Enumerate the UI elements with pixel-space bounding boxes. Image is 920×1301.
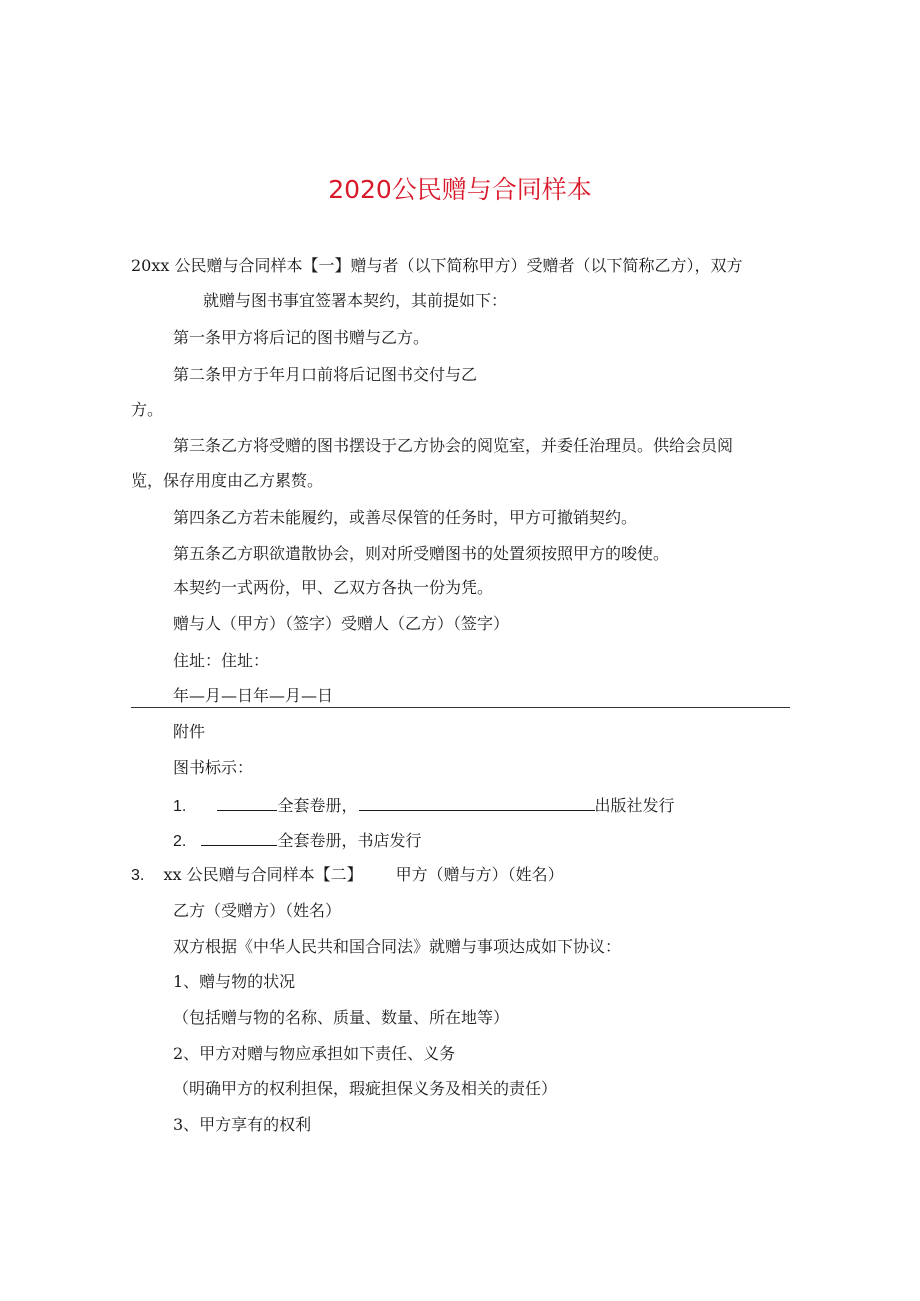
item-2-volumes-blank xyxy=(201,829,277,846)
article-2-line-2: 方。 xyxy=(131,400,164,419)
clause-1: 1、赠与物的状况 xyxy=(173,972,296,991)
article-5: 第五条乙方职欲遣散协会，则对所受赠图书的处置须按照甲方的唆使。 xyxy=(173,544,670,563)
article-3-line-1: 第三条乙方将受赠的图书摆设于乙方协会的阅览室，并委任治理员。供给会员阅 xyxy=(173,436,734,455)
article-3-line-2: 览，保存用度由乙方累赘。 xyxy=(131,471,324,490)
book-item-1 xyxy=(173,794,675,817)
intro-line-1: 20xx 公民赠与合同样本【一】赠与者（以下简称甲方）受赠者（以下简称乙方），双方 xyxy=(131,256,743,275)
book-item-2 xyxy=(173,829,421,852)
item-1-number: 1. xyxy=(173,798,187,815)
clause-1-note: （包括赠与物的名称、质量、数量、所在地等） xyxy=(173,1008,510,1027)
horizontal-divider xyxy=(131,707,790,708)
basis-line: 双方根据《中华人民共和国合同法》就赠与事项达成如下协议： xyxy=(173,937,622,956)
item-1-publisher-blank xyxy=(359,794,595,811)
signature-line: 赠与人（甲方）（签字）受赠人（乙方）（签字） xyxy=(173,614,510,633)
item-3-number: 3. xyxy=(131,867,145,884)
clause-3: 3、甲方享有的权利 xyxy=(173,1115,312,1134)
article-4: 第四条乙方若未能履约，或善尽保管的任务时，甲方可撤销契约。 xyxy=(173,508,638,527)
document-title: 2020公民赠与合同样本 xyxy=(328,175,592,204)
item-1-volumes-blank xyxy=(217,794,277,811)
intro-line-2: 就赠与图书事宜签署本契约，其前提如下： xyxy=(203,291,508,310)
section-2-title: xx 公民赠与合同样本【二】 xyxy=(163,865,363,884)
copies-clause: 本契约一式两份，甲、乙双方各执一份为凭。 xyxy=(173,578,494,597)
date-line: 年—月—日年—月—日 xyxy=(173,686,334,705)
item-2-text: 全套卷册，书店发行 xyxy=(277,831,422,850)
clause-2-note: （明确甲方的权利担保，瑕疵担保义务及相关的责任） xyxy=(173,1079,558,1098)
party-b-line: 乙方（受赠方）（姓名） xyxy=(173,901,342,920)
section-2-heading xyxy=(131,865,564,886)
item-1-text-a: 全套卷册， xyxy=(277,796,358,815)
clause-2: 2、甲方对赠与物应承担如下责任、义务 xyxy=(173,1044,456,1063)
article-1: 第一条甲方将后记的图书赠与乙方。 xyxy=(173,328,430,347)
item-2-number: 2. xyxy=(173,833,187,850)
party-a-line: 甲方（赠与方）（姓名） xyxy=(395,865,564,884)
item-1-text-b: 出版社发行 xyxy=(594,796,675,815)
book-mark-heading: 图书标示： xyxy=(173,758,254,777)
annex-heading: 附件 xyxy=(173,722,206,741)
article-2-line-1: 第二条甲方于年月口前将后记图书交付与乙 xyxy=(173,365,478,384)
address-line: 住址：住址： xyxy=(173,651,270,670)
